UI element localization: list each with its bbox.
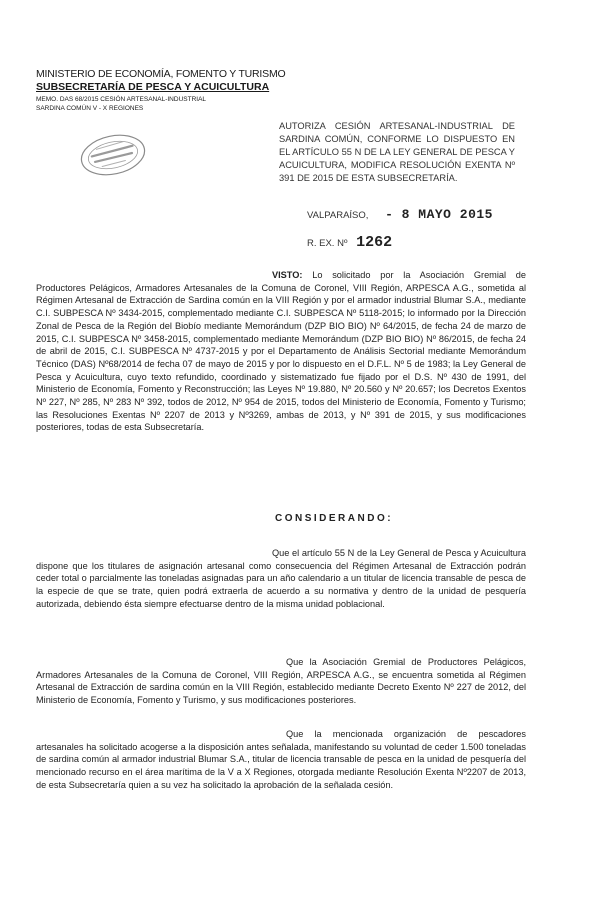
date-stamp: - 8 MAYO 2015: [385, 207, 493, 222]
considerando-text-3: Que la mencionada organización de pescadores artesanales ha solicitado acogerse a la disposición antes señalada, manifestando su voluntad de ceder 1.500 toneladas de sardina común al armador industrial Blumar S.A., titular de licencia transable de pesca en la unidad de pesquería del mencionado recurso en el área marítima de la V a X Regiones, otorgada mediante Resolución Exenta Nº2207 de 2013, de esta Subsecretaría quien a su vez ha solicitado la aprobación de la señalada cesión.: [36, 729, 526, 790]
considerando-text-1: Que el artículo 55 N de la Ley General de Pesca y Acuicultura dispone que los titulares de asignación artesanal como consecuencia del Régimen Artesanal de Extracción podrán ceder total o parcialmente las toneladas asignadas para un año calendario a un titular de licencia transable de pesca de la especie de que se trate, quien podrá extraerla de acuerdo a su normativa y dentro de la unidad de pesquería autorizada, debiendo ésta siempre efectuarse dentro de la misma unidad poblacional.: [36, 548, 526, 609]
resolution-summary: AUTORIZA CESIÓN ARTESANAL-INDUSTRIAL DE SARDINA COMÚN, CONFORME LO DISPUESTO EN EL ARTÍCULO 55 N DE LA LEY GENERAL DE PESCA Y ACUICULTURA, MODIFICA RESOLUCIÓN EXENTA Nº 391 DE 2015 DE ESTA SUBSECRETARÍA.: [279, 121, 515, 183]
considerando-paragraph-3: [36, 728, 526, 792]
rex-label: R. EX. Nº: [307, 238, 348, 249]
official-stamp-icon: [74, 125, 152, 185]
ministry-name: MINISTERIO DE ECONOMÍA, FOMENTO Y TURISMO: [36, 68, 286, 80]
species-reference: SARDINA COMÚN V - X REGIONES: [36, 105, 144, 112]
resolution-number-line: [307, 234, 392, 251]
considerando-text-2: Que la Asociación Gremial de Productores Pelágicos, Armadores Artesanales de la Comuna de Coronel, VIII Región, ARPESCA A.G., se encuentra sometida al Régimen Artesanal de Extracción de sardina común en la VIII Región, establecido mediante Decreto Exento Nº 227 de 2012, del Ministerio de Economía, Fomento y Turismo, y sus modificaciones posteriores.: [36, 657, 526, 706]
place-date-line: [307, 207, 493, 222]
subsecretaria-name: SUBSECRETARÍA DE PESCA Y ACUICULTURA: [36, 81, 270, 93]
visto-text: Lo solicitado por la Asociación Gremial de Productores Pelágicos, Armadores Artesanales de la Comuna de Coronel, VIII Región, ARPESCA A.G., sometida al Régimen Artesanal de Extracción de Sardina común en la VIII Región y por el armador industrial Blumar S.A., mediante C.I. SUBPESCA Nº 3434-2015, complementado mediante C.I. SUBPESCA Nº 5118-2015; lo informado por la Dirección Zonal de Pesca de la Región del Biobío mediante Memorándum (DZP BIO BIO) Nº 64/2015, de fecha 24 de marzo de 2015, C.I. SUBPESCA Nº 3458-2015, complementado mediante Memorándum (DZP BIO BIO) Nº 86/2015, de fecha 24 de abril de 2015, C.I. SUBPESCA Nº 4737-2015 y por el Departamento de Análisis Sectorial mediante Memorándum Técnico (DAS) Nº68/2014 de fecha 07 de mayo de 2015 y por lo dispuesto en el D.F.L. Nº 5 de 1983; la Ley General de Pesca y Acuicultura, cuyo texto refundido, coordinado y sistematizado fue fijado por el D.S. Nº 430 de 1991, del Ministerio de Economía, Fomento y Reconstrucción; las Leyes Nº 19.880, Nº 20.560 y Nº 20.657; los Decretos Exentos Nº 227, Nº 285, Nº 283 Nº 392, todos de 2012, Nº 954 de 2015, todos del Ministerio de Economía, Fomento y Turismo; las Resoluciones Exentas Nº 2207 de 2013 y Nº3269, ambas de 2013, y Nº 391 de 2015, y sus modificaciones posteriores, todas de esta Subsecretaría.: [36, 270, 526, 433]
considerando-paragraph-2: [36, 656, 526, 707]
considerando-paragraph-1: [36, 547, 526, 611]
visto-label: VISTO:: [272, 270, 303, 280]
resolution-number: 1262: [356, 234, 393, 251]
place-label: VALPARAÍSO,: [307, 210, 369, 221]
considerando-heading: CONSIDERANDO:: [275, 513, 394, 524]
visto-section: [36, 269, 526, 434]
memo-reference: MEMO. DAS 68/2015 CESIÓN ARTESANAL-INDUSTRIAL: [36, 96, 207, 103]
letterhead: [36, 68, 296, 113]
